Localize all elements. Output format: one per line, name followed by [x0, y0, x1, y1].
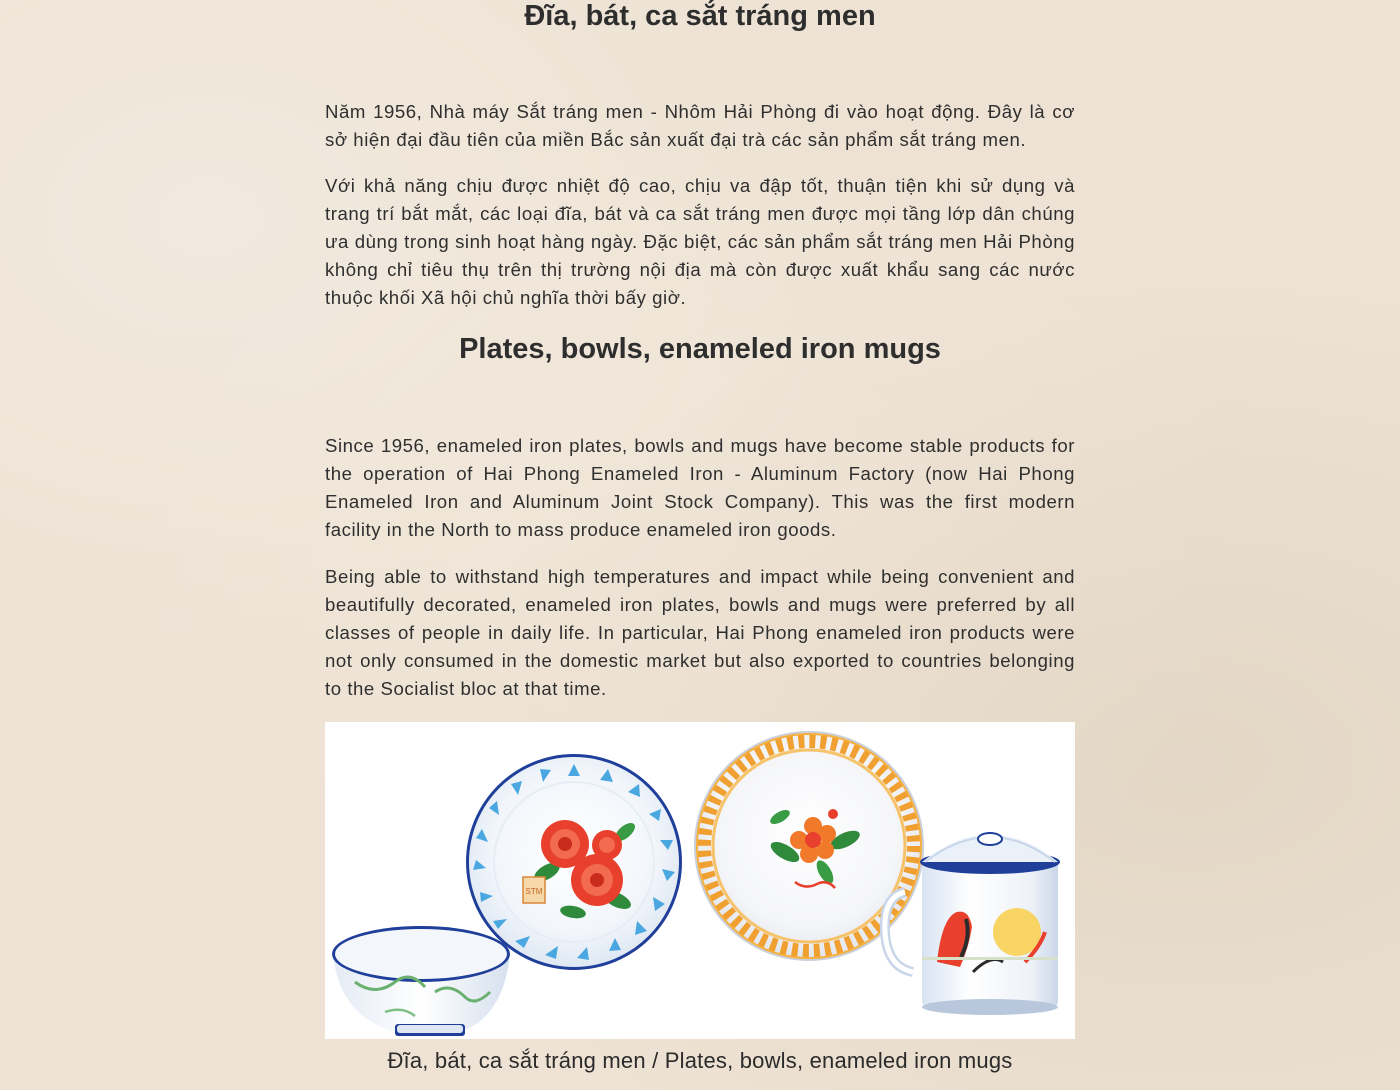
paragraph-vietnamese-2: Với khả năng chịu được nhiệt độ cao, chịu va đập tốt, thuận tiện khi sử dụng và trang trí bắt mắt, các loại đĩa, bát và ca sắt tráng men được mọi tầng lớp dân chúng ưa dùng trong sinh hoạt hàng ngày. Đặc biệt, các sản phẩm sắt tráng men Hải Phòng không chỉ tiêu thụ trên thị trường nội địa mà còn được xuất khẩu sang các nước thuộc khối Xã hội chủ nghĩa thời bấy giờ. [325, 175, 1075, 308]
paragraph-english-2: Being able to withstand high temperatures and impact while being convenient and beautifully decorated, enameled iron plates, bowls and mugs were preferred by all classes of people in daily life. In particular, Hai Phong enameled iron products were not only consumed in the domestic market but also exported to countries belonging to the Socialist bloc at that time. [325, 566, 1075, 699]
maker-stamp-icon: STM [525, 887, 543, 896]
enamel-bowl [332, 926, 510, 1036]
article-title-english: Plates, bowls, enameled iron mugs [459, 333, 941, 365]
figure-caption: Đĩa, bát, ca sắt tráng men / Plates, bowls, enameled iron mugs [387, 1048, 1013, 1073]
paragraph-english-1: Since 1956, enameled iron plates, bowls and mugs have become stable products for the operation of Hai Phong Enameled Iron - Aluminum Factory (now Hai Phong Enameled Iron and Aluminum Joint Stock Company). This was the first modern facility in the North to mass produce enameled iron goods. [325, 435, 1075, 540]
paragraph-vietnamese-1: Năm 1956, Nhà máy Sắt tráng men - Nhôm Hải Phòng đi vào hoạt động. Đây là cơ sở hiện đại đầu tiên của miền Bắc sản xuất đại trà các sản phẩm sắt tráng men. [325, 101, 1075, 150]
article-title-vietnamese: Đĩa, bát, ca sắt tráng men [524, 0, 876, 32]
rose-plate [466, 754, 682, 970]
enamelware-photo [325, 722, 1075, 1039]
enamelware-illustration [325, 722, 1075, 1039]
